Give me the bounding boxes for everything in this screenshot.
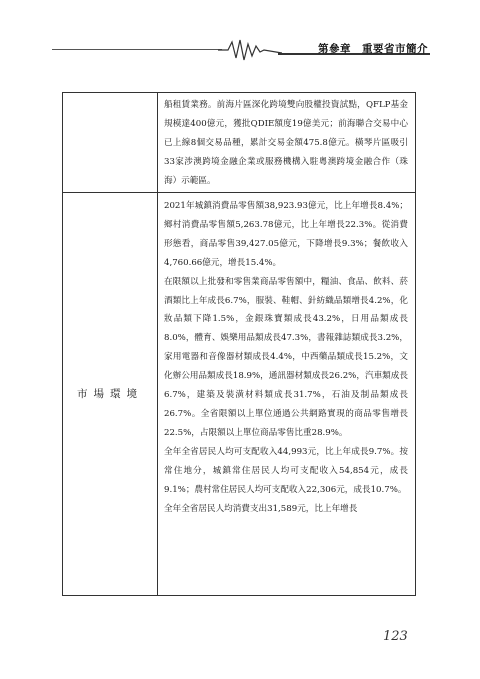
row1-content <box>164 96 408 191</box>
column-divider <box>157 93 158 595</box>
row2-content <box>164 197 408 518</box>
row1-paragraph: 船租賃業務。前海片區深化跨境雙向股權投資試點，QFLP基金規模達400億元，獲批QDIE額度19億美元；前海聯合交易中心已上線8個交易品種，累計交易金額475.8億元。橫琴片區吸引33家涉澳跨境金融企業或服務機構入駐粵澳跨境金融合作（珠海）示範區。 <box>164 100 408 186</box>
row-divider <box>63 192 415 193</box>
page-number: 123 <box>383 629 408 644</box>
row2-paragraph: 全年全省居民人均消費支出31,589元，比上年增長 <box>164 503 358 514</box>
chapter-title: 第參章 重要省市簡介 <box>318 43 428 55</box>
heartbeat-wave-icon <box>218 38 282 62</box>
row2-paragraph: 2021年城鎮消費品零售額38,923.93億元，比上年增長8.4%；鄉村消費品零售額5,263.78億元，比上年增長22.3%。從消費形態看，商品零售39,427.05億元，下降增長9.3%；餐飲收入4,760.66億元，增長15.4%。 <box>164 201 408 268</box>
header-rule-left <box>52 49 222 50</box>
row2-paragraph: 在限額以上批發和零售業商品零售額中，糧油、食品、飲料、菸酒類比上年成長6.7%，服裝、鞋帽、針紡織品類增長4.2%，化妝品類下降1.5%，金銀珠寶類成長43.2%，日用品類成長8.0%，體育、娛樂用品類成長47.3%，書報雜誌類成長3.2%，家用電器和音像器材類成長4.4%，中西藥品類成長15.2%，文化辦公用品類成長18.9%，通訊器材類成長26.2%，汽車類成長6.7%，建築及裝潢材料類成長31.7%，石油及制品類成長26.7%。全省限額以上單位通過公共網路實現的商品零售增長22.5%，占限額以上單位商品零售比重28.9%。 <box>164 276 408 438</box>
content-table <box>62 92 416 596</box>
row2-paragraph: 全年全省居民人均可支配收入44,993元，比上年成長9.7%。按常住地分，城鎮常住居民人均可支配收入54,854元，成長9.1%；農村常住居民人均可支配收入22,306元，成長10.7%。 <box>164 446 408 495</box>
market-environment-label: 市場環境 <box>77 388 143 400</box>
